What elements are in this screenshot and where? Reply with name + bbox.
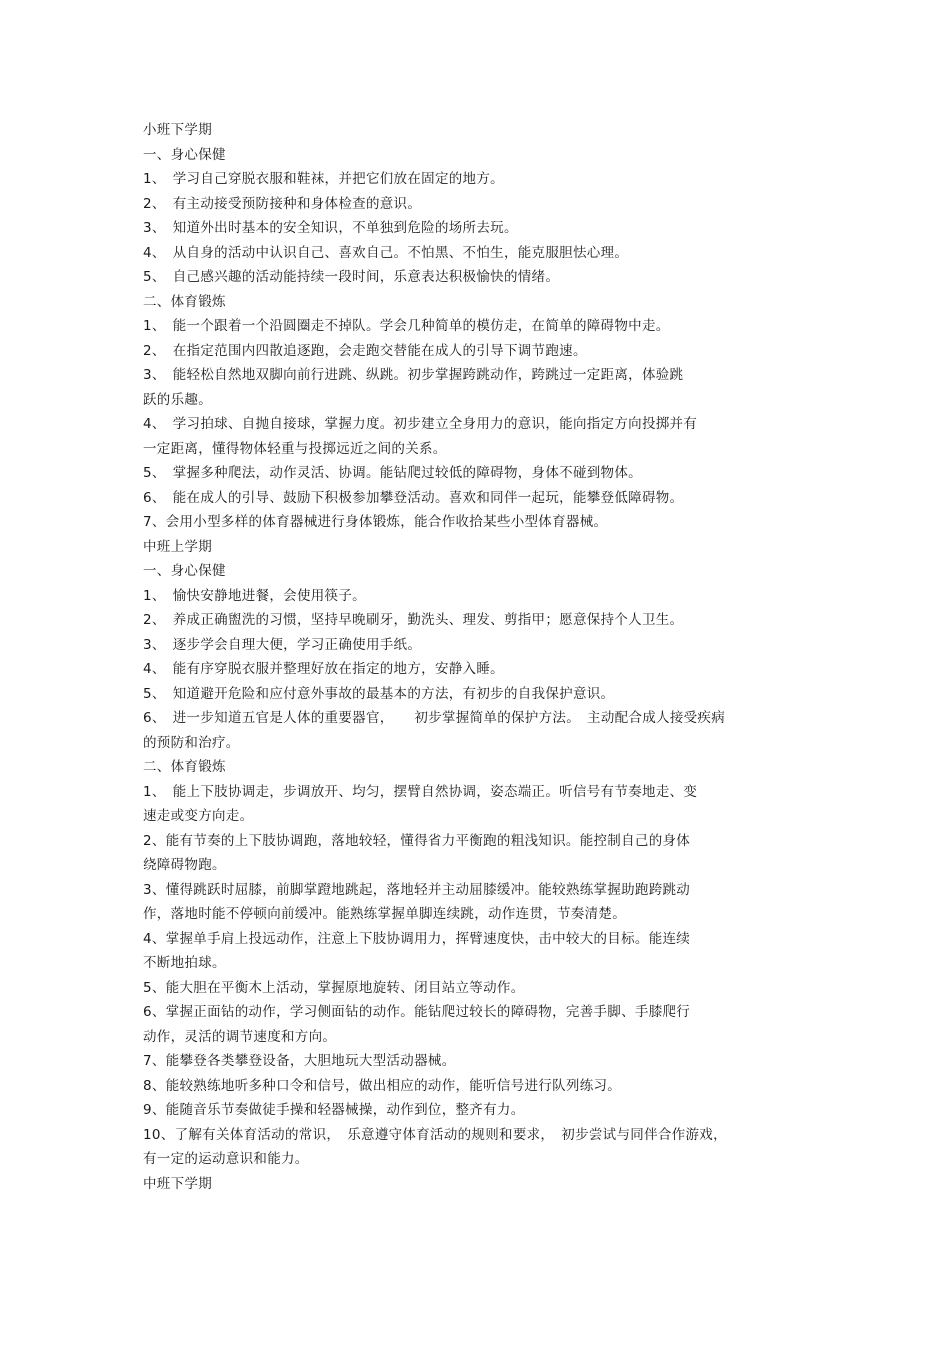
list-item: 6、 能在成人的引导、鼓励下积极参加攀登活动。喜欢和同伴一起玩，能攀登低障碍物。	[143, 489, 684, 506]
list-item-continuation: 有一定的运动意识和能力。	[143, 1151, 309, 1167]
subsection-heading: 一、身心保健	[143, 563, 226, 579]
list-item: 4、 学习拍球、自抛自接球，掌握力度。初步建立全身用力的意识，能向指定方向投掷并有	[143, 416, 698, 432]
document-body	[143, 118, 803, 1196]
list-item: 4、掌握单手肩上投远动作，注意上下肢协调用力，挥臂速度快，击中较大的目标。能连续	[143, 930, 691, 947]
section-heading: 小班下学期	[143, 122, 212, 138]
list-item-continuation: 绕障碍物跑。	[143, 857, 226, 873]
list-item: 4、 从自身的活动中认识自己、喜欢自己。不怕黑、不怕生，能克服胆怯心理。	[143, 244, 629, 261]
list-item: 3、懂得跳跃时屈膝，前脚掌蹬地跳起，落地轻并主动屈膝缓冲。能较熟练掌握助跑跨跳动	[143, 881, 691, 898]
list-item: 3、 能轻松自然地双脚向前行进跳、纵跳。初步掌握跨跳动作，跨跳过一定距离，体验跳	[143, 367, 684, 383]
subsection-heading: 一、身心保健	[143, 146, 226, 163]
list-item: 8、能较熟练地听多种口令和信号，做出相应的动作，能听信号进行队列练习。	[143, 1077, 622, 1094]
list-item: 6、掌握正面钻的动作，学习侧面钻的动作。能钻爬过较长的障碍物，完善手脚、手膝爬行	[143, 1004, 691, 1020]
list-item-continuation: 速走或变方向走。	[143, 808, 254, 824]
list-item: 10、了解有关体育活动的常识， 乐意遵守体育活动的规则和要求， 初步尝试与同伴合作游戏，	[143, 1126, 727, 1143]
list-item: 5、 掌握多种爬法，动作灵活、协调。能钻爬过较低的障碍物，身体不碰到物体。	[143, 465, 642, 481]
list-item: 3、 知道外出时基本的安全知识，不单独到危险的场所去玩。	[143, 220, 518, 236]
list-item: 1、 能上下肢协调走，步调放开、均匀，摆臂自然协调，姿态端正。听信号有节奏地走、变	[143, 783, 698, 800]
list-item-continuation: 跃的乐趣。	[143, 391, 212, 408]
list-item: 7、会用小型多样的体育器械进行身体锻炼，能合作收拾某些小型体育器械。	[143, 514, 608, 530]
list-item-continuation: 动作，灵活的调节速度和方向。	[143, 1028, 337, 1045]
list-item: 3、 逐步学会自理大便，学习正确使用手纸。	[143, 636, 422, 653]
list-item: 4、 能有序穿脱衣服并整理好放在指定的地方，安静入睡。	[143, 661, 504, 677]
list-item: 5、 知道避开危险和应付意外事故的最基本的方法，有初步的自我保护意识。	[143, 685, 615, 702]
list-item: 1、 愉快安静地进餐，会使用筷子。	[143, 587, 366, 604]
list-item: 5、能大胆在平衡木上活动，掌握原地旋转、闭目站立等动作。	[143, 979, 525, 996]
section-heading: 中班上学期	[143, 538, 212, 555]
list-item: 1、 能一个跟着一个沿圆圈走不掉队。学会几种简单的模仿走，在简单的障碍物中走。	[143, 318, 670, 334]
list-item-continuation: 的预防和治疗。	[143, 734, 240, 751]
list-item-continuation: 作，落地时能不停顿向前缓冲。能熟练掌握单脚连续跳，动作连贯，节奏清楚。	[143, 906, 626, 922]
list-item: 5、 自己感兴趣的活动能持续一段时间，乐意表达积极愉快的情绪。	[143, 269, 560, 285]
subsection-heading: 二、体育锻炼	[143, 293, 226, 310]
list-item-continuation: 一定距离，懂得物体轻重与投掷远近之间的关系。	[143, 440, 447, 457]
section-heading: 中班下学期	[143, 1175, 212, 1192]
list-item: 2、 有主动接受预防接种和身体检查的意识。	[143, 195, 422, 212]
subsection-heading: 二、体育锻炼	[143, 759, 226, 775]
list-item: 2、能有节奏的上下肢协调跑，落地较轻，懂得省力平衡跑的粗浅知识。能控制自己的身体	[143, 832, 691, 849]
list-item: 9、能随音乐节奏做徒手操和轻器械操，动作到位，整齐有力。	[143, 1102, 525, 1118]
list-item: 6、 进一步知道五官是人体的重要器官， 初步掌握简单的保护方法。 主动配合成人接受疾病	[143, 710, 726, 726]
list-item-continuation: 不断地拍球。	[143, 955, 226, 971]
list-item: 2、 养成正确盥洗的习惯，坚持早晚刷牙，勤洗头、理发、剪指甲；愿意保持个人卫生。	[143, 612, 684, 628]
list-item: 1、 学习自己穿脱衣服和鞋袜，并把它们放在固定的地方。	[143, 171, 504, 187]
list-item: 7、能攀登各类攀登设备，大胆地玩大型活动器械。	[143, 1053, 456, 1069]
list-item: 2、 在指定范围内四散追逐跑，会走跑交替能在成人的引导下调节跑速。	[143, 342, 587, 359]
